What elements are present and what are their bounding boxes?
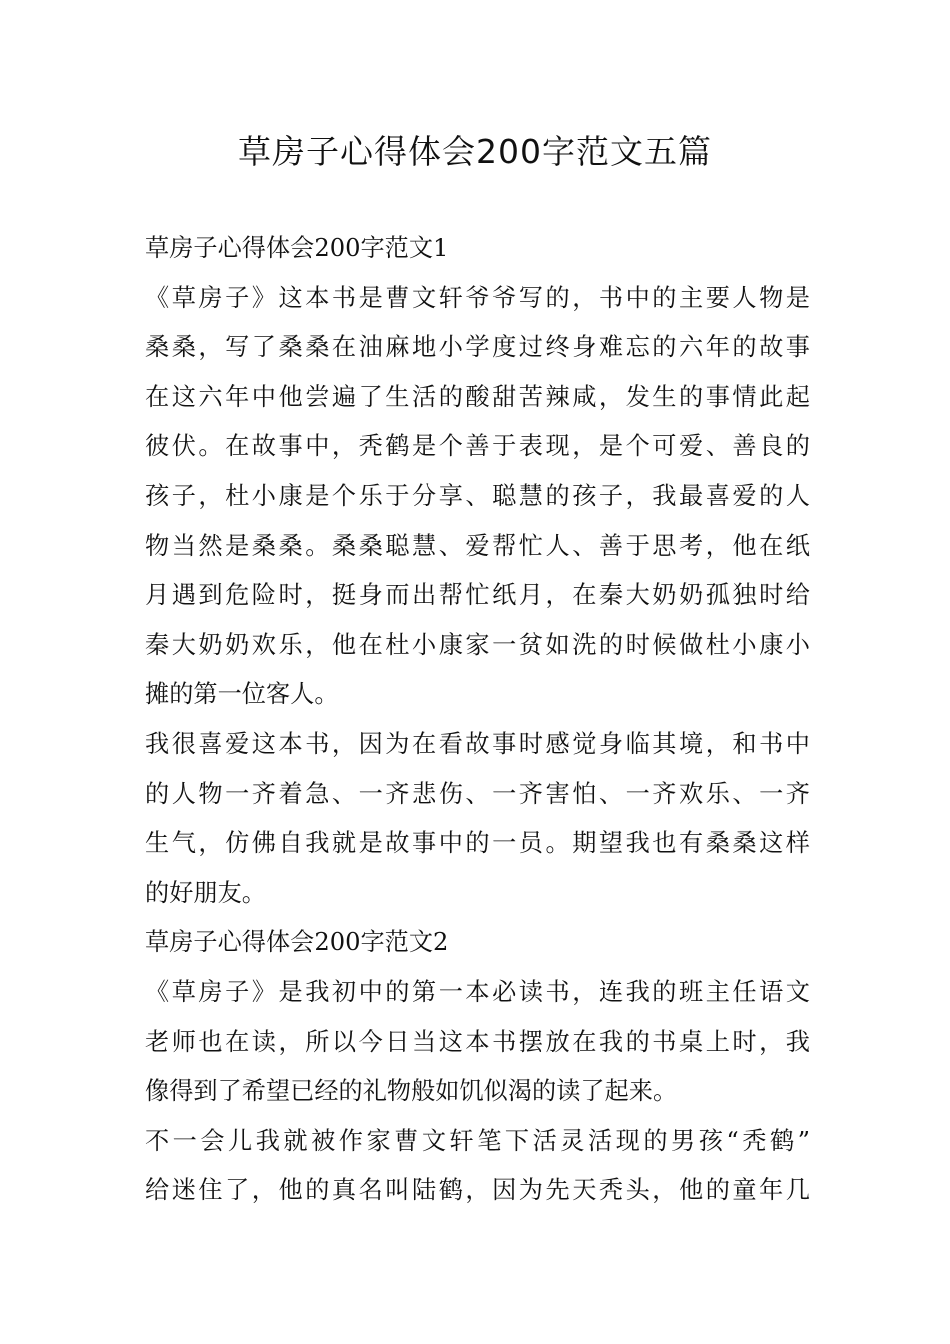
text-line: 在这六年中他尝遍了生活的酸甜苦辣咸，发生的事情此起 <box>145 382 810 411</box>
text-line: 草房子心得体会200字范文1 <box>145 234 449 262</box>
text-line: 彼伏。在故事中，秃鹤是个善于表现，是个可爱、善良的 <box>145 432 810 461</box>
document-body <box>145 224 810 1216</box>
text-line: 桑桑，写了桑桑在油麻地小学度过终身难忘的六年的故事 <box>145 333 810 362</box>
text-line: 月遇到危险时，挺身而出帮忙纸月，在秦大奶奶孤独时给 <box>145 581 810 610</box>
text-line: 草房子心得体会200字范文2 <box>145 928 449 957</box>
text-line: 生气，仿佛自我就是故事中的一员。期望我也有桑桑这样 <box>145 829 810 858</box>
text-line: 的好朋友。 <box>145 878 266 907</box>
text-line: 不一会儿我就被作家曹文轩笔下活灵活现的男孩“秃鹤” <box>145 1126 810 1155</box>
text-line: 的人物一齐着急、一齐悲伤、一齐害怕、一齐欢乐、一齐 <box>145 779 810 808</box>
text-line: 《草房子》这本书是曹文轩爷爷写的，书中的主要人物是 <box>145 283 810 312</box>
text-line: 摊的第一位客人。 <box>145 680 339 709</box>
document-title: 草房子心得体会200字范文五篇 <box>238 132 712 171</box>
text-line: 像得到了希望已经的礼物般如饥似渴的读了起来。 <box>145 1077 678 1106</box>
text-line: 给迷住了，他的真名叫陆鹤，因为先天秃头，他的童年几 <box>145 1176 810 1205</box>
text-line: 我很喜爱这本书，因为在看故事时感觉身临其境，和书中 <box>145 729 810 758</box>
text-line: 《草房子》是我初中的第一本必读书，连我的班主任语文 <box>145 977 810 1006</box>
text-line: 物当然是桑桑。桑桑聪慧、爱帮忙人、善于思考，他在纸 <box>145 531 810 560</box>
text-line: 老师也在读，所以今日当这本书摆放在我的书桌上时，我 <box>145 1027 810 1056</box>
text-line: 秦大奶奶欢乐，他在杜小康家一贫如洗的时候做杜小康小 <box>145 630 810 659</box>
text-line: 孩子，杜小康是个乐于分享、聪慧的孩子，我最喜爱的人 <box>145 481 810 510</box>
